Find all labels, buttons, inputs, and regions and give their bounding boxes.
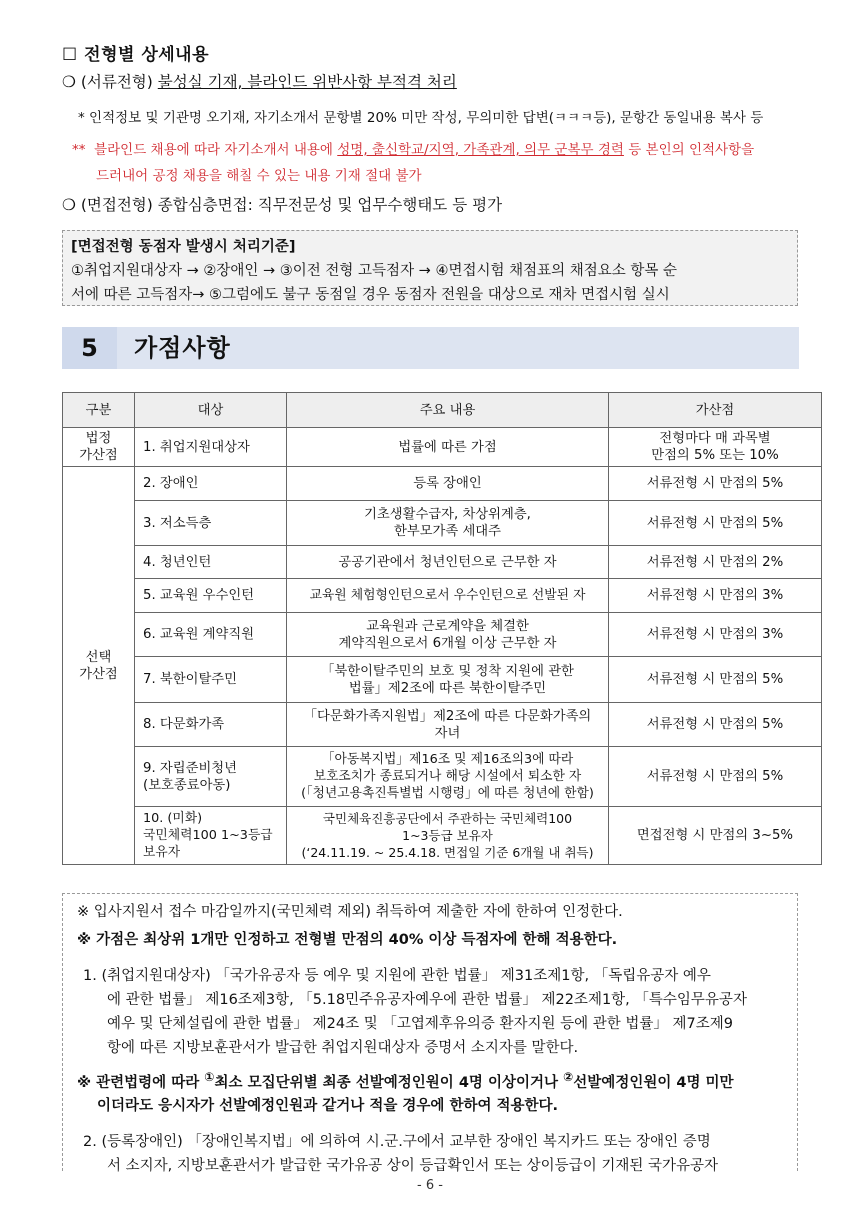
row-points: 서류전형 시 만점의 3% <box>609 613 822 657</box>
section-heading: ☐ 전형별 상세내용 <box>62 45 210 65</box>
row-target: 8. 다문화가족 <box>135 703 287 747</box>
bonus-points-table <box>62 392 822 865</box>
row-content: 등록 장애인 <box>287 467 609 501</box>
tie-rule-line1: ①취업지원대상자 → ②장애인 → ③이전 전형 고득점자 → ④면접시험 채점표의 채점요소 항목 순 <box>71 263 677 279</box>
para2-line: 서 소지자, 지방보훈관서가 발급한 국가유공 상이 등급확인서 또는 상이등급이 기재된 국가유공자 <box>107 1158 718 1174</box>
page-number: - 6 - <box>417 1178 443 1193</box>
row-target: 7. 북한이탈주민 <box>135 657 287 703</box>
tie-rule-box <box>62 230 798 306</box>
table-row <box>63 747 822 807</box>
group-optional: 선택 가산점 <box>63 467 135 865</box>
row-points: 서류전형 시 만점의 5% <box>609 501 822 546</box>
tie-rule-line2: 서에 따른 고득점자→ ⑤그럼에도 불구 동점일 경우 동점자 전원을 대상으로 재차 면접시험 실시 <box>71 287 670 303</box>
note-blind-hiring-line2: 드러내어 공정 채용을 해칠 수 있는 내용 기재 절대 불가 <box>96 168 422 184</box>
row-target: 5. 교육원 우수인턴 <box>135 579 287 613</box>
row-target: 3. 저소득층 <box>135 501 287 546</box>
section-number: 5 <box>62 327 117 369</box>
row-content: 교육원 체험형인턴으로서 우수인턴으로 선발된 자 <box>287 579 609 613</box>
section-banner <box>62 327 799 369</box>
header-category: 구분 <box>63 393 135 428</box>
circle-bullet-icon: ❍ <box>62 73 76 91</box>
row-content: 기초생활수급자, 차상위계층, 한부모가족 세대주 <box>287 501 609 546</box>
table-row <box>63 579 822 613</box>
table-row <box>63 501 822 546</box>
table-row <box>63 546 822 579</box>
row-target: 1. 취업지원대상자 <box>135 428 287 467</box>
row-target: 2. 장애인 <box>135 467 287 501</box>
row-target: 6. 교육원 계약직원 <box>135 613 287 657</box>
row-content: 「북한이탈주민의 보호 및 정착 지원에 관한 법률」제2조에 따른 북한이탈주민 <box>287 657 609 703</box>
doc-screening-underlined: 불성실 기재, 블라인드 위반사항 부적격 처리 <box>157 73 457 91</box>
note-deadline: ※ 입사지원서 접수 마감일까지(국민체력 제외) 취득하여 제출한 자에 한하여 인정한다. <box>77 904 623 920</box>
row-target: 4. 청년인턴 <box>135 546 287 579</box>
header-points: 가산점 <box>609 393 822 428</box>
para2-line: 2. (등록장애인) 「장애인복지법」에 의하여 시.군.구에서 교부한 장애인 복지카드 또는 장애인 증명 <box>83 1134 711 1150</box>
row-content: 「아동복지법」제16조 및 제16조의3에 따라 보호조치가 종료되거나 해당 시설에서 퇴소한 자 (「청년고용촉진특별법 시행령」에 따른 청년에 한함) <box>287 747 609 807</box>
row-content: 「다문화가족지원법」제2조에 따른 다문화가족의 자녀 <box>287 703 609 747</box>
note-applicability-line2: 이더라도 응시자가 선발예정인원과 같거나 적을 경우에 한하여 적용한다. <box>97 1098 559 1114</box>
table-row <box>63 807 822 865</box>
table-row <box>63 467 822 501</box>
row-content: 국민체육진흥공단에서 주관하는 국민체력100 1~3등급 보유자 (‘24.11.19. ~ 25.4.18. 면접일 기준 6개월 내 취득) <box>287 807 609 865</box>
row-content: 법률에 따른 가점 <box>287 428 609 467</box>
para1-line: 1. (취업지원대상자) 「국가유공자 등 예우 및 지원에 관한 법률」 제31조제1항, 「독립유공자 예우 <box>83 968 711 984</box>
row-points: 서류전형 시 만점의 2% <box>609 546 822 579</box>
para1-line: 에 관한 법률」 제16조제3항, 「5.18민주유공자예우에 관한 법률」 제22조제1항, 「특수임무유공자 <box>107 992 747 1008</box>
row-points: 서류전형 시 만점의 5% <box>609 747 822 807</box>
row-target: 10. (미화) 국민체력100 1~3등급 보유자 <box>135 807 287 865</box>
row-content: 공공기관에서 청년인턴으로 근무한 자 <box>287 546 609 579</box>
row-points: 면접전형 시 만점의 3~5% <box>609 807 822 865</box>
circle-bullet-icon: ❍ <box>62 196 76 214</box>
row-points: 전형마다 매 과목별 만점의 5% 또는 10% <box>609 428 822 467</box>
note-applicability: ※ 관련법령에 따라 ①최소 모집단위별 최종 선발예정인원이 4명 이상이거나 ②선발예정인원이 4명 미만 <box>77 1070 734 1091</box>
row-points: 서류전형 시 만점의 3% <box>609 579 822 613</box>
note-max-one: ※ 가점은 최상위 1개만 인정하고 전형별 만점의 40% 이상 득점자에 한해 적용한다. <box>77 932 618 948</box>
row-content: 교육원과 근로계약을 체결한 계약직원으로서 6개월 이상 근무한 자 <box>287 613 609 657</box>
para1-line: 항에 따른 지방보훈관서가 발급한 취업지원대상자 증명서 소지자를 말한다. <box>107 1040 579 1056</box>
table-row <box>63 613 822 657</box>
header-target: 대상 <box>135 393 287 428</box>
note-disqualification: * 인적정보 및 기관명 오기재, 자기소개서 문항별 20% 미만 작성, 무의미한 답변(ㅋㅋㅋ등), 문항간 동일내용 복사 등 <box>78 110 764 126</box>
notes-box <box>62 893 798 1174</box>
tie-rule-title: [면접전형 동점자 발생시 처리기준] <box>71 239 296 255</box>
document-screening-line: ❍ (서류전형) 불성실 기재, 블라인드 위반사항 부적격 처리 <box>62 73 457 91</box>
table-row <box>63 703 822 747</box>
section-title: 가점사항 <box>134 334 231 362</box>
table-header-row <box>63 393 822 428</box>
table-row <box>63 657 822 703</box>
row-points: 서류전형 시 만점의 5% <box>609 703 822 747</box>
group-legal: 법정 가산점 <box>63 428 135 467</box>
row-points: 서류전형 시 만점의 5% <box>609 657 822 703</box>
note-blind-hiring: ** 블라인드 채용에 따라 자기소개서 내용에 성명, 출신학교/지역, 가족관계, 의무 군복무 경력 등 본인의 인적사항을 <box>72 142 755 158</box>
table-row <box>63 428 822 467</box>
interview-screening-line: ❍ (면접전형) 종합심층면접: 직무전문성 및 업무수행태도 등 평가 <box>62 196 503 214</box>
header-content: 주요 내용 <box>287 393 609 428</box>
para1-line: 예우 및 단체설립에 관한 법률」 제24조 및 「고엽제후유의증 환자지원 등에 관한 법률」 제7조제9 <box>107 1016 733 1032</box>
row-target: 9. 자립준비청년 (보호종료아동) <box>135 747 287 807</box>
row-points: 서류전형 시 만점의 5% <box>609 467 822 501</box>
